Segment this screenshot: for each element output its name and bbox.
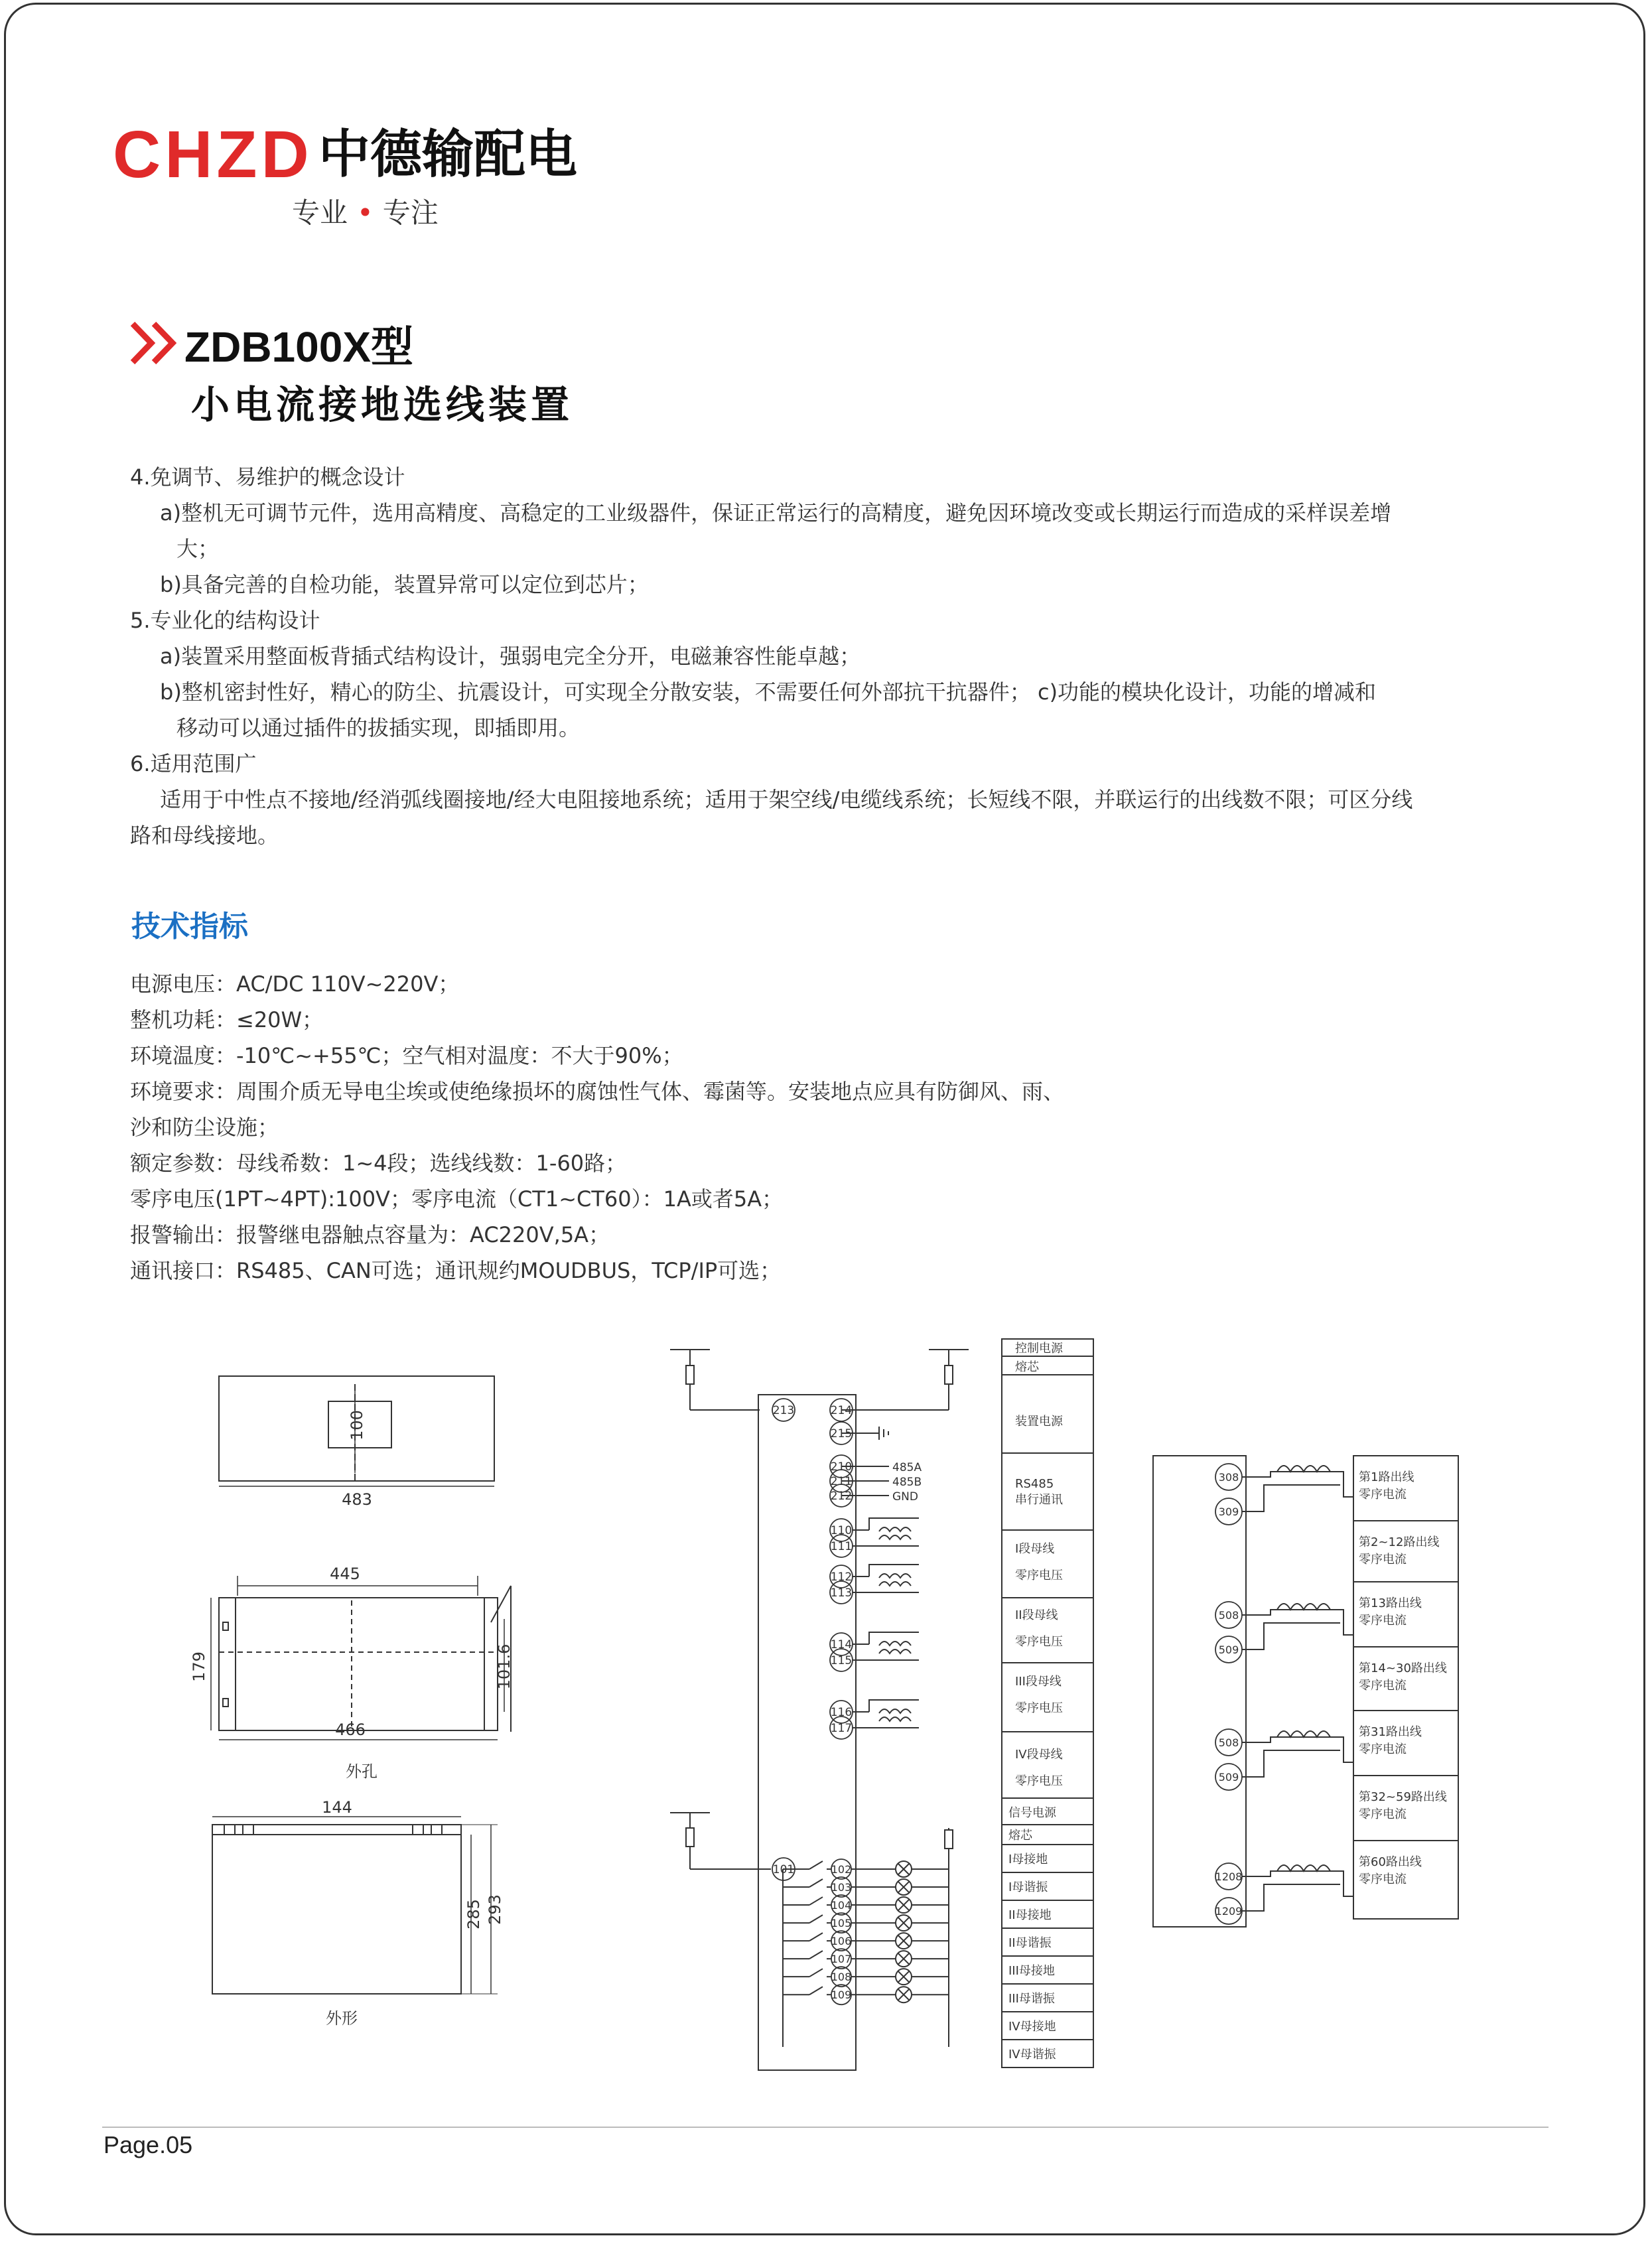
box-bus1-b: 零序电压: [1015, 1569, 1063, 1582]
product-name: 小电流接地选线装置: [191, 382, 574, 427]
t210: 210: [830, 1460, 853, 1474]
label-485b: 485B: [892, 1476, 922, 1489]
wiring-diagram: [663, 1334, 1128, 2083]
page-number: Page.05: [103, 2131, 193, 2158]
ct-box-title: 第60路出线: [1359, 1855, 1422, 1869]
dim-front-w: 483: [342, 1490, 372, 1509]
box-fuse2: 熔芯: [1008, 1829, 1032, 1843]
relay-label: III母接地: [1008, 1964, 1055, 1978]
terminal-label: 113: [830, 1586, 853, 1600]
logo-latin: CHZD: [113, 117, 313, 192]
slogan: [292, 191, 439, 231]
feature-line: 6.适用范围广: [130, 751, 257, 776]
feature-line: b)整机密封性好，精心的防尘、抗震设计，可实现全分散安装，不需要任何外部抗干抗器件； c)功能的模块化设计，功能的增减和: [160, 679, 1377, 705]
ct-box-title: 第31路出线: [1359, 1725, 1422, 1739]
dim-cut-bottom: 466: [335, 1720, 366, 1739]
t211: 211: [830, 1475, 853, 1488]
ct-box-sub: 零序电流: [1359, 1742, 1407, 1756]
feature-line: 大；: [176, 536, 220, 561]
terminal-label: 106: [831, 1935, 852, 1948]
box-ctrl-power: 控制电源: [1015, 1342, 1063, 1356]
terminal-label: 104: [831, 1899, 852, 1912]
ct-terminal-label: 509: [1218, 1771, 1239, 1784]
feature-line: 4.免调节、易维护的概念设计: [130, 464, 405, 490]
ct-terminal-label: 508: [1218, 1609, 1239, 1622]
features-list: [130, 459, 1556, 853]
spec-line: 沙和防尘设施；: [130, 1115, 279, 1140]
ct-box-sub: 零序电流: [1359, 1488, 1407, 1502]
terminal-label: 111: [830, 1540, 853, 1553]
box-fuse1: 熔芯: [1015, 1360, 1039, 1374]
spec-line: 整机功耗：≤20W；: [130, 1007, 324, 1032]
label-gnd: GND: [892, 1490, 918, 1504]
dim-body-h1: 285: [464, 1899, 483, 1929]
ct-box-title: 第32~59路出线: [1359, 1790, 1447, 1804]
ct-box-title: 第1路出线: [1359, 1470, 1414, 1484]
feature-line: 移动可以通过插件的拔插实现，即插即用。: [176, 715, 581, 740]
box-bus2-a: II段母线: [1015, 1608, 1058, 1622]
box-bus3-b: 零序电压: [1015, 1701, 1063, 1715]
terminal-label: 114: [830, 1638, 853, 1651]
terminal-label: 103: [831, 1881, 852, 1894]
ct-terminal-label: 308: [1218, 1471, 1239, 1484]
specs-title: 技术指标: [131, 910, 248, 944]
indicator-lamp-icon: [896, 1969, 912, 1985]
box-bus3-a: III段母线: [1015, 1675, 1062, 1689]
relay-label: IV母谐振: [1008, 2048, 1056, 2062]
terminal-label: 105: [831, 1917, 852, 1930]
footer-divider: [102, 2127, 1549, 2128]
indicator-lamp-icon: [896, 1933, 912, 1949]
pt-coil-icon: [869, 1700, 919, 1728]
pt-coil-icon: [869, 1632, 919, 1660]
indicator-lamp-icon: [896, 1879, 912, 1895]
terminal-label: 116: [830, 1706, 853, 1719]
spec-line: 通讯接口：RS485、CAN可选；通讯规约MOUDBUS，TCP/IP可选；: [130, 1258, 782, 1283]
terminal-label: 107: [831, 1953, 852, 1966]
feature-line: b)具备完善的自检功能，装置异常可以定位到芯片；: [160, 572, 649, 597]
terminal-label: 110: [830, 1524, 853, 1537]
spec-line: 报警输出：报警继电器触点容量为：AC220V,5A；: [130, 1222, 610, 1247]
slogan-dot: •: [357, 196, 374, 229]
indicator-lamp-icon: [896, 1915, 912, 1931]
ct-box-sub: 零序电流: [1359, 1807, 1407, 1821]
body-outline: [212, 1825, 461, 1994]
box-dev-power: 装置电源: [1015, 1415, 1063, 1429]
terminal-label: 112: [830, 1571, 853, 1584]
box-bus2-b: 零序电压: [1015, 1635, 1063, 1649]
spec-line: 电源电压：AC/DC 110V~220V；: [130, 971, 460, 997]
dimension-drawings: [190, 1360, 544, 2064]
relay-label: II母谐振: [1008, 1936, 1052, 1950]
slogan-b: 专注: [382, 196, 439, 229]
indicator-lamp-icon: [896, 1987, 912, 2002]
dim-cut-h: 179: [190, 1651, 208, 1682]
ct-terminal-label: 509: [1218, 1644, 1239, 1656]
chevron-double-icon: [130, 320, 183, 366]
ct-box-sub: 零序电流: [1359, 1679, 1407, 1693]
dim-cut-w: 445: [330, 1565, 360, 1583]
feature-line: a)装置采用整面板背插式结构设计，强弱电完全分开，电磁兼容性能卓越；: [160, 644, 861, 669]
t212: 212: [830, 1490, 853, 1503]
box-bus4-b: 零序电压: [1015, 1774, 1063, 1788]
spec-line: 环境温度：-10℃~+55℃；空气相对温度：不大于90%；: [130, 1043, 683, 1068]
terminal-label: 108: [831, 1971, 852, 1984]
feature-line: 路和母线接地。: [130, 823, 279, 848]
terminal-label: 102: [831, 1863, 852, 1876]
cut-outline: [219, 1598, 498, 1730]
relay-label: I母接地: [1008, 1853, 1048, 1866]
ct-box-title: 第14~30路出线: [1359, 1661, 1447, 1675]
box-rs485-a: RS485: [1015, 1477, 1054, 1491]
ct-diagram: [1148, 1446, 1466, 1931]
feature-line: a)整机无可调节元件，选用高精度、高稳定的工业级器件，保证正常运行的高精度，避免因环境改变或长期运行而造成的采样误差增: [160, 500, 1392, 525]
indicator-lamp-icon: [896, 1951, 912, 1967]
relay-label: I母谐振: [1008, 1880, 1048, 1894]
product-model: ZDB100X型: [184, 323, 413, 371]
terminal-label: 115: [830, 1654, 853, 1667]
ct-box-title: 第13路出线: [1359, 1596, 1422, 1610]
logo-cn: 中德输配电: [318, 125, 578, 184]
terminal-label: 117: [830, 1722, 853, 1735]
t101: 101: [772, 1863, 795, 1876]
dim-cut-side: 101.6: [495, 1644, 514, 1690]
ct-coil-icon: [1242, 1604, 1353, 1649]
ct-coil-icon: [1242, 1731, 1353, 1777]
spec-line: 环境要求：周围介质无导电尘埃或使绝缘损坏的腐蚀性气体、霉菌等。安装地点应具有防御风、雨、: [130, 1079, 1065, 1104]
relay-label: IV母接地: [1008, 2020, 1056, 2034]
ct-terminal-label: 1208: [1215, 1870, 1243, 1883]
spec-line: 零序电压(1PT~4PT):100V；零序电流（CT1~CT60）：1A或者5A；: [130, 1186, 784, 1212]
indicator-lamp-icon: [896, 1861, 912, 1877]
ct-box-title: 第2~12路出线: [1359, 1535, 1440, 1549]
dim-body-w: 144: [322, 1798, 352, 1817]
specs-list: [130, 966, 1064, 1289]
ct-box-sub: 零序电流: [1359, 1872, 1407, 1886]
slogan-a: 专业: [292, 196, 348, 229]
ct-terminal-label: 309: [1218, 1506, 1239, 1518]
body-label: 外形: [326, 2009, 358, 2028]
terminal-label: 109: [831, 1989, 852, 2002]
label-485a: 485A: [892, 1461, 922, 1474]
spec-line: 额定参数：母线希数：1~4段；选线线数：1-60路；: [130, 1151, 627, 1176]
ct-box-sub: 零序电流: [1359, 1553, 1407, 1567]
relay-label: II母接地: [1008, 1908, 1052, 1922]
t213: 213: [772, 1404, 795, 1417]
feature-line: 适用于中性点不接地/经消弧线圈接地/经大电阻接地系统；适用于架空线/电缆线系统；长短线不限，并联运行的出线数不限；可区分线: [160, 787, 1413, 812]
ct-box-sub: 零序电流: [1359, 1614, 1407, 1628]
ct-terminal-label: 508: [1218, 1736, 1239, 1749]
box-bus4-a: IV段母线: [1015, 1748, 1063, 1762]
ct-coil-icon: [1242, 1466, 1353, 1511]
box-sig-power: 信号电源: [1008, 1806, 1056, 1820]
dim-body-h2: 293: [486, 1894, 504, 1925]
feature-line: 5.专业化的结构设计: [130, 608, 320, 633]
t214: 214: [830, 1404, 853, 1417]
ct-coil-icon: [1242, 1865, 1353, 1911]
t215: 215: [830, 1427, 853, 1440]
box-bus1-a: I段母线: [1015, 1542, 1055, 1556]
pt-coil-icon: [869, 1565, 919, 1592]
relay-label: III母谐振: [1008, 1992, 1055, 2006]
indicator-lamp-icon: [896, 1897, 912, 1913]
pt-coil-icon: [869, 1518, 919, 1546]
box-rs485-b: 串行通讯: [1015, 1493, 1063, 1507]
cut-label: 外孔: [346, 1762, 378, 1781]
dim-front-h: 100: [348, 1410, 366, 1440]
ct-terminal-label: 1209: [1215, 1905, 1243, 1918]
